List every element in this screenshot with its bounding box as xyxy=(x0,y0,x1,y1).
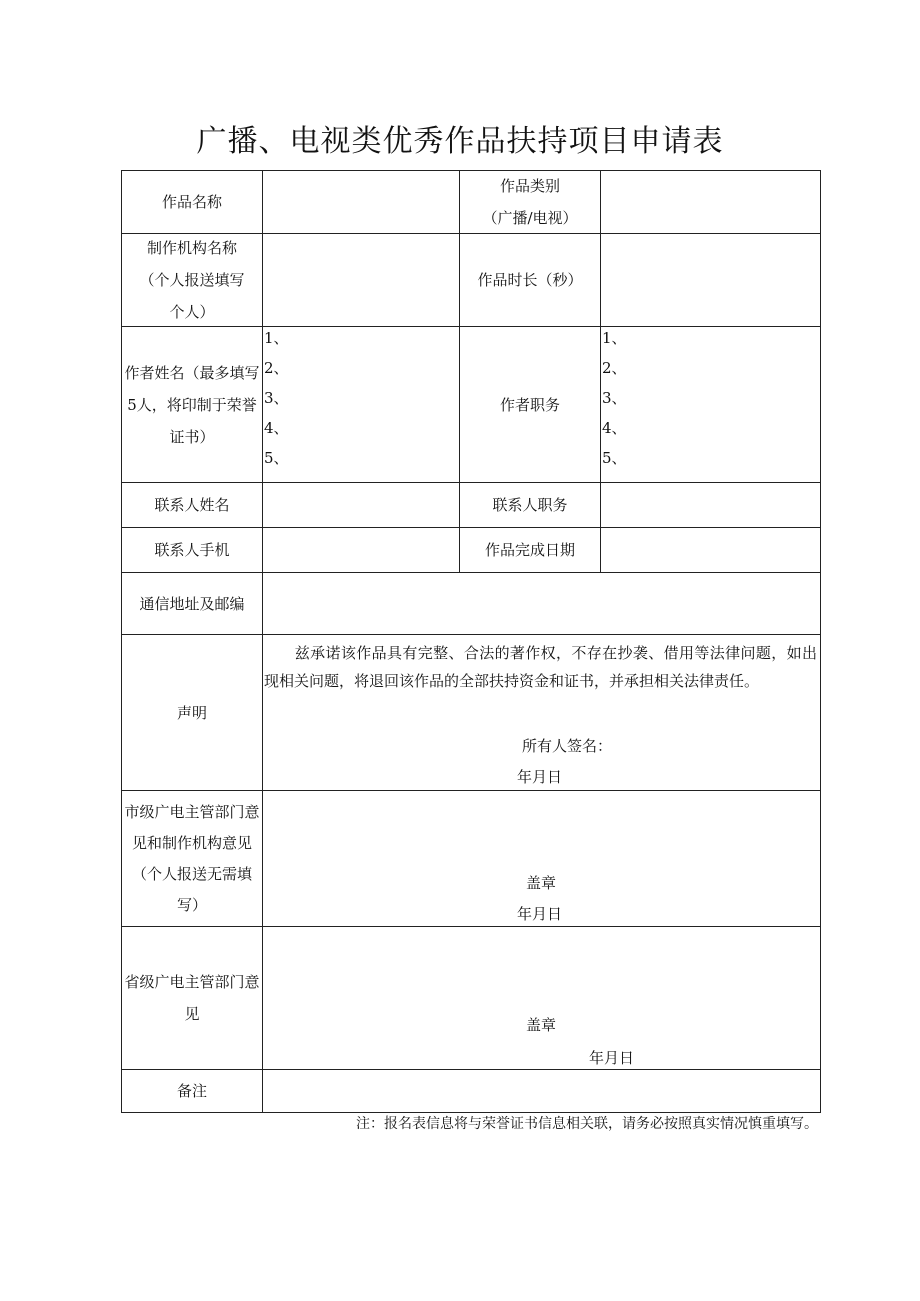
work-category-label xyxy=(460,171,600,233)
declaration-label: 声明 xyxy=(176,703,207,722)
province-opinion-date: 年月日 xyxy=(589,1049,635,1067)
label-line: 省级广电主管部门意 xyxy=(124,973,260,991)
contact-name-field[interactable] xyxy=(263,483,459,527)
author-names-field[interactable] xyxy=(264,323,458,473)
contact-phone-field[interactable] xyxy=(263,528,459,572)
author-slot[interactable]: 3、 xyxy=(264,389,289,407)
duty-slot[interactable]: 3、 xyxy=(602,389,627,407)
address-field[interactable] xyxy=(263,573,820,634)
work-name-field[interactable] xyxy=(263,171,459,233)
form-title: 广播、电视类优秀作品扶持项目申请表 xyxy=(196,124,724,159)
label-line: 写） xyxy=(176,895,207,914)
completion-date-label: 作品完成日期 xyxy=(484,541,575,559)
label-line: （广播/电视） xyxy=(482,209,578,227)
label-line: 见和制作机构意见 xyxy=(131,833,252,852)
contact-duty-field[interactable] xyxy=(601,483,820,527)
label-line: 个人） xyxy=(169,303,215,321)
declaration-date: 年月日 xyxy=(517,768,563,786)
label-line: （个人报送无需填 xyxy=(131,864,252,883)
label-line: 5人，将印制于荣誉 xyxy=(127,395,257,414)
author-names-label xyxy=(122,327,262,482)
address-label: 通信地址及邮编 xyxy=(139,594,245,613)
province-opinion-label xyxy=(122,927,262,1069)
label-line: 证书） xyxy=(169,427,215,446)
contact-phone-label: 联系人手机 xyxy=(154,541,230,559)
duty-slot[interactable]: 5、 xyxy=(602,449,627,467)
duration-label: 作品时长（秒） xyxy=(477,271,583,289)
duty-slot[interactable]: 2、 xyxy=(602,359,627,377)
city-opinion-seal: 盖章 xyxy=(526,874,557,892)
contact-name-label: 联系人姓名 xyxy=(154,496,230,514)
remarks-label: 备注 xyxy=(176,1082,207,1100)
label-line: 市级广电主管部门意 xyxy=(124,802,260,821)
producer-label xyxy=(122,234,262,326)
contact-duty-label: 联系人职务 xyxy=(492,496,568,514)
duration-field[interactable] xyxy=(601,234,820,326)
city-opinion-label xyxy=(122,791,262,926)
signature-label: 所有人签名： xyxy=(522,737,613,755)
author-slot[interactable]: 1、 xyxy=(264,329,289,347)
city-opinion-date: 年月日 xyxy=(517,905,563,923)
author-duties-field[interactable] xyxy=(602,323,819,473)
label-line: 作者姓名（最多填写 xyxy=(124,363,260,382)
author-slot[interactable]: 2、 xyxy=(264,359,289,377)
label-line: 见 xyxy=(184,1005,200,1023)
declaration-text: 兹承诺该作品具有完整、合法的著作权，不存在抄袭、借用等法律问题，如出现相关问题，将退回该作品的全部扶持资金和证书，并承担相关法律责任。 xyxy=(264,644,817,690)
author-slot[interactable]: 5、 xyxy=(264,449,289,467)
label-line: 作品类别 xyxy=(499,177,560,195)
duty-slot[interactable]: 1、 xyxy=(602,329,627,347)
table-border xyxy=(820,170,821,1113)
producer-field[interactable] xyxy=(263,234,459,326)
label-line: 制作机构名称 xyxy=(146,239,237,257)
author-duties-label: 作者职务 xyxy=(499,395,560,414)
province-opinion-seal: 盖章 xyxy=(526,1016,557,1034)
remarks-field[interactable] xyxy=(263,1070,820,1112)
label-line: （个人报送填写 xyxy=(139,271,245,289)
work-category-field[interactable] xyxy=(601,171,820,233)
completion-date-field[interactable] xyxy=(601,528,820,572)
duty-slot[interactable]: 4、 xyxy=(602,419,627,437)
footnote: 注：报名表信息将与荣誉证书信息相关联，请务必按照真实情况慎重填写。 xyxy=(356,1116,818,1132)
work-name-label: 作品名称 xyxy=(161,193,222,211)
author-slot[interactable]: 4、 xyxy=(264,419,289,437)
